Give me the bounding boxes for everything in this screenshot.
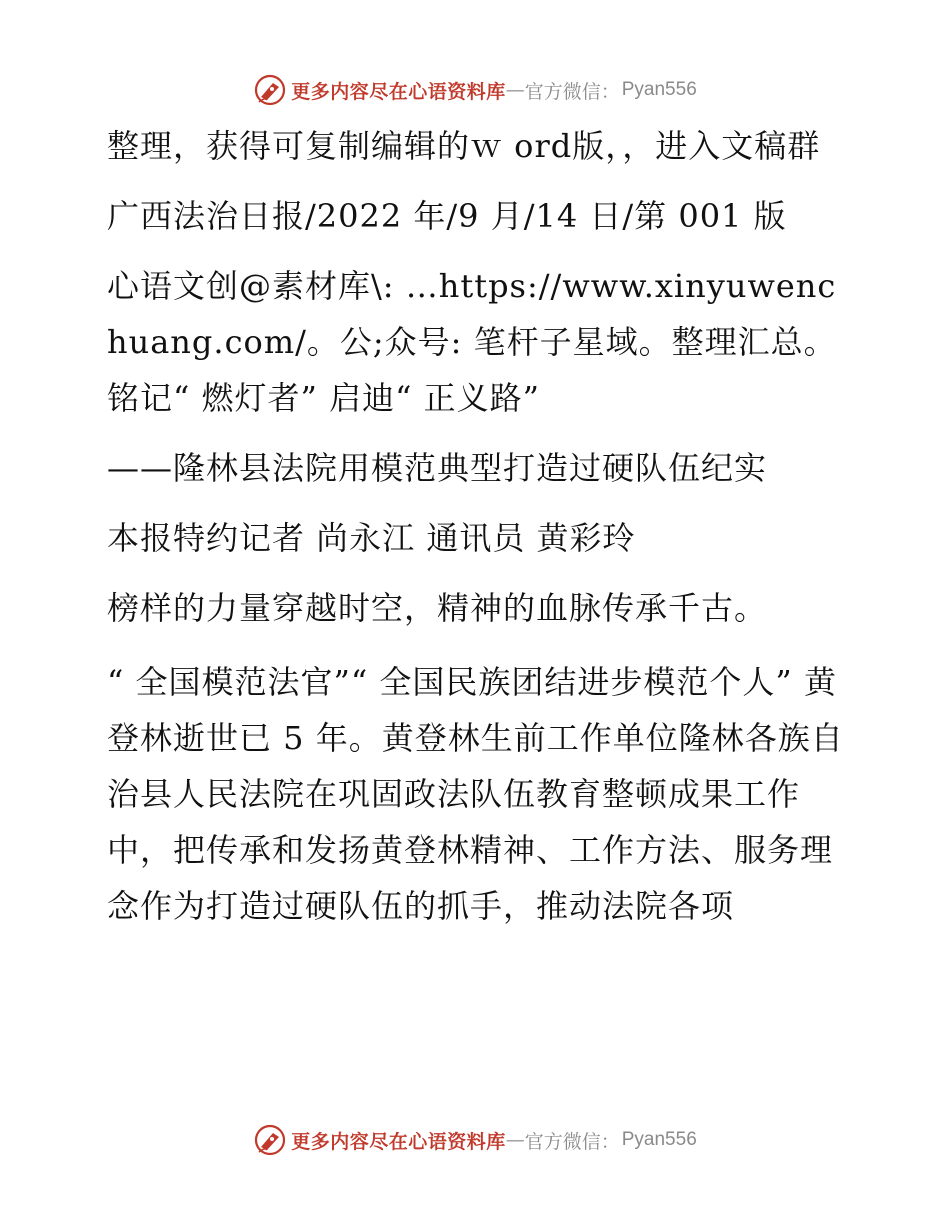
banner-wechat-id: Pyan556: [621, 79, 697, 100]
pen-nib-circle-icon: [253, 73, 287, 107]
doc-line-credit: 心语文创@素材库\: …https://www.xinyuwenchuang.com/。公;众号: 笔杆子星域。整理汇总。 铭记“ 燃灯者” 启迪“ 正义路”: [107, 267, 837, 417]
banner-wechat-id: Pyan556: [621, 1129, 697, 1150]
banner-separator: —: [505, 1129, 525, 1151]
footer-watermark-banner: [0, 1120, 950, 1160]
document-body: [97, 118, 857, 934]
pen-nib-circle-icon: [253, 1123, 287, 1157]
header-watermark-banner: [0, 70, 950, 110]
banner-main-text: 更多内容尽在心语资料库: [291, 1130, 506, 1153]
doc-line-intro: 整理，获得可复制编辑的ｗ ord版，，进入文稿群: [107, 127, 821, 165]
banner-separator: —: [505, 79, 525, 101]
doc-line-lead: 榜样的力量穿越时空，精神的血脉传承千古。: [107, 589, 768, 627]
doc-line-subtitle: ——隆林县法院用模范典型打造过硬队伍纪实: [107, 449, 768, 487]
doc-line-byline: 本报特约记者 尚永江 通讯员 黄彩玲: [107, 519, 636, 557]
doc-paragraph-body: “ 全国模范法官”“ 全国民族团结进步模范个人” 黄登林逝世已 5 年。黄登林生前工作单位隆林各族自治县人民法院在巩固政法队伍教育整顿成果工作中，把传承和发扬黄登林精神、工作方法、服务理念作为打造过硬队伍的抓手，推动法院各项: [107, 663, 844, 925]
banner-official-label: 官方微信：: [524, 80, 620, 103]
banner-official-label: 官方微信：: [524, 1130, 620, 1153]
doc-line-source: 广西法治日报/2022 年/9 月/14 日/第 001 版: [107, 197, 787, 235]
banner-main-text: 更多内容尽在心语资料库: [291, 80, 506, 103]
